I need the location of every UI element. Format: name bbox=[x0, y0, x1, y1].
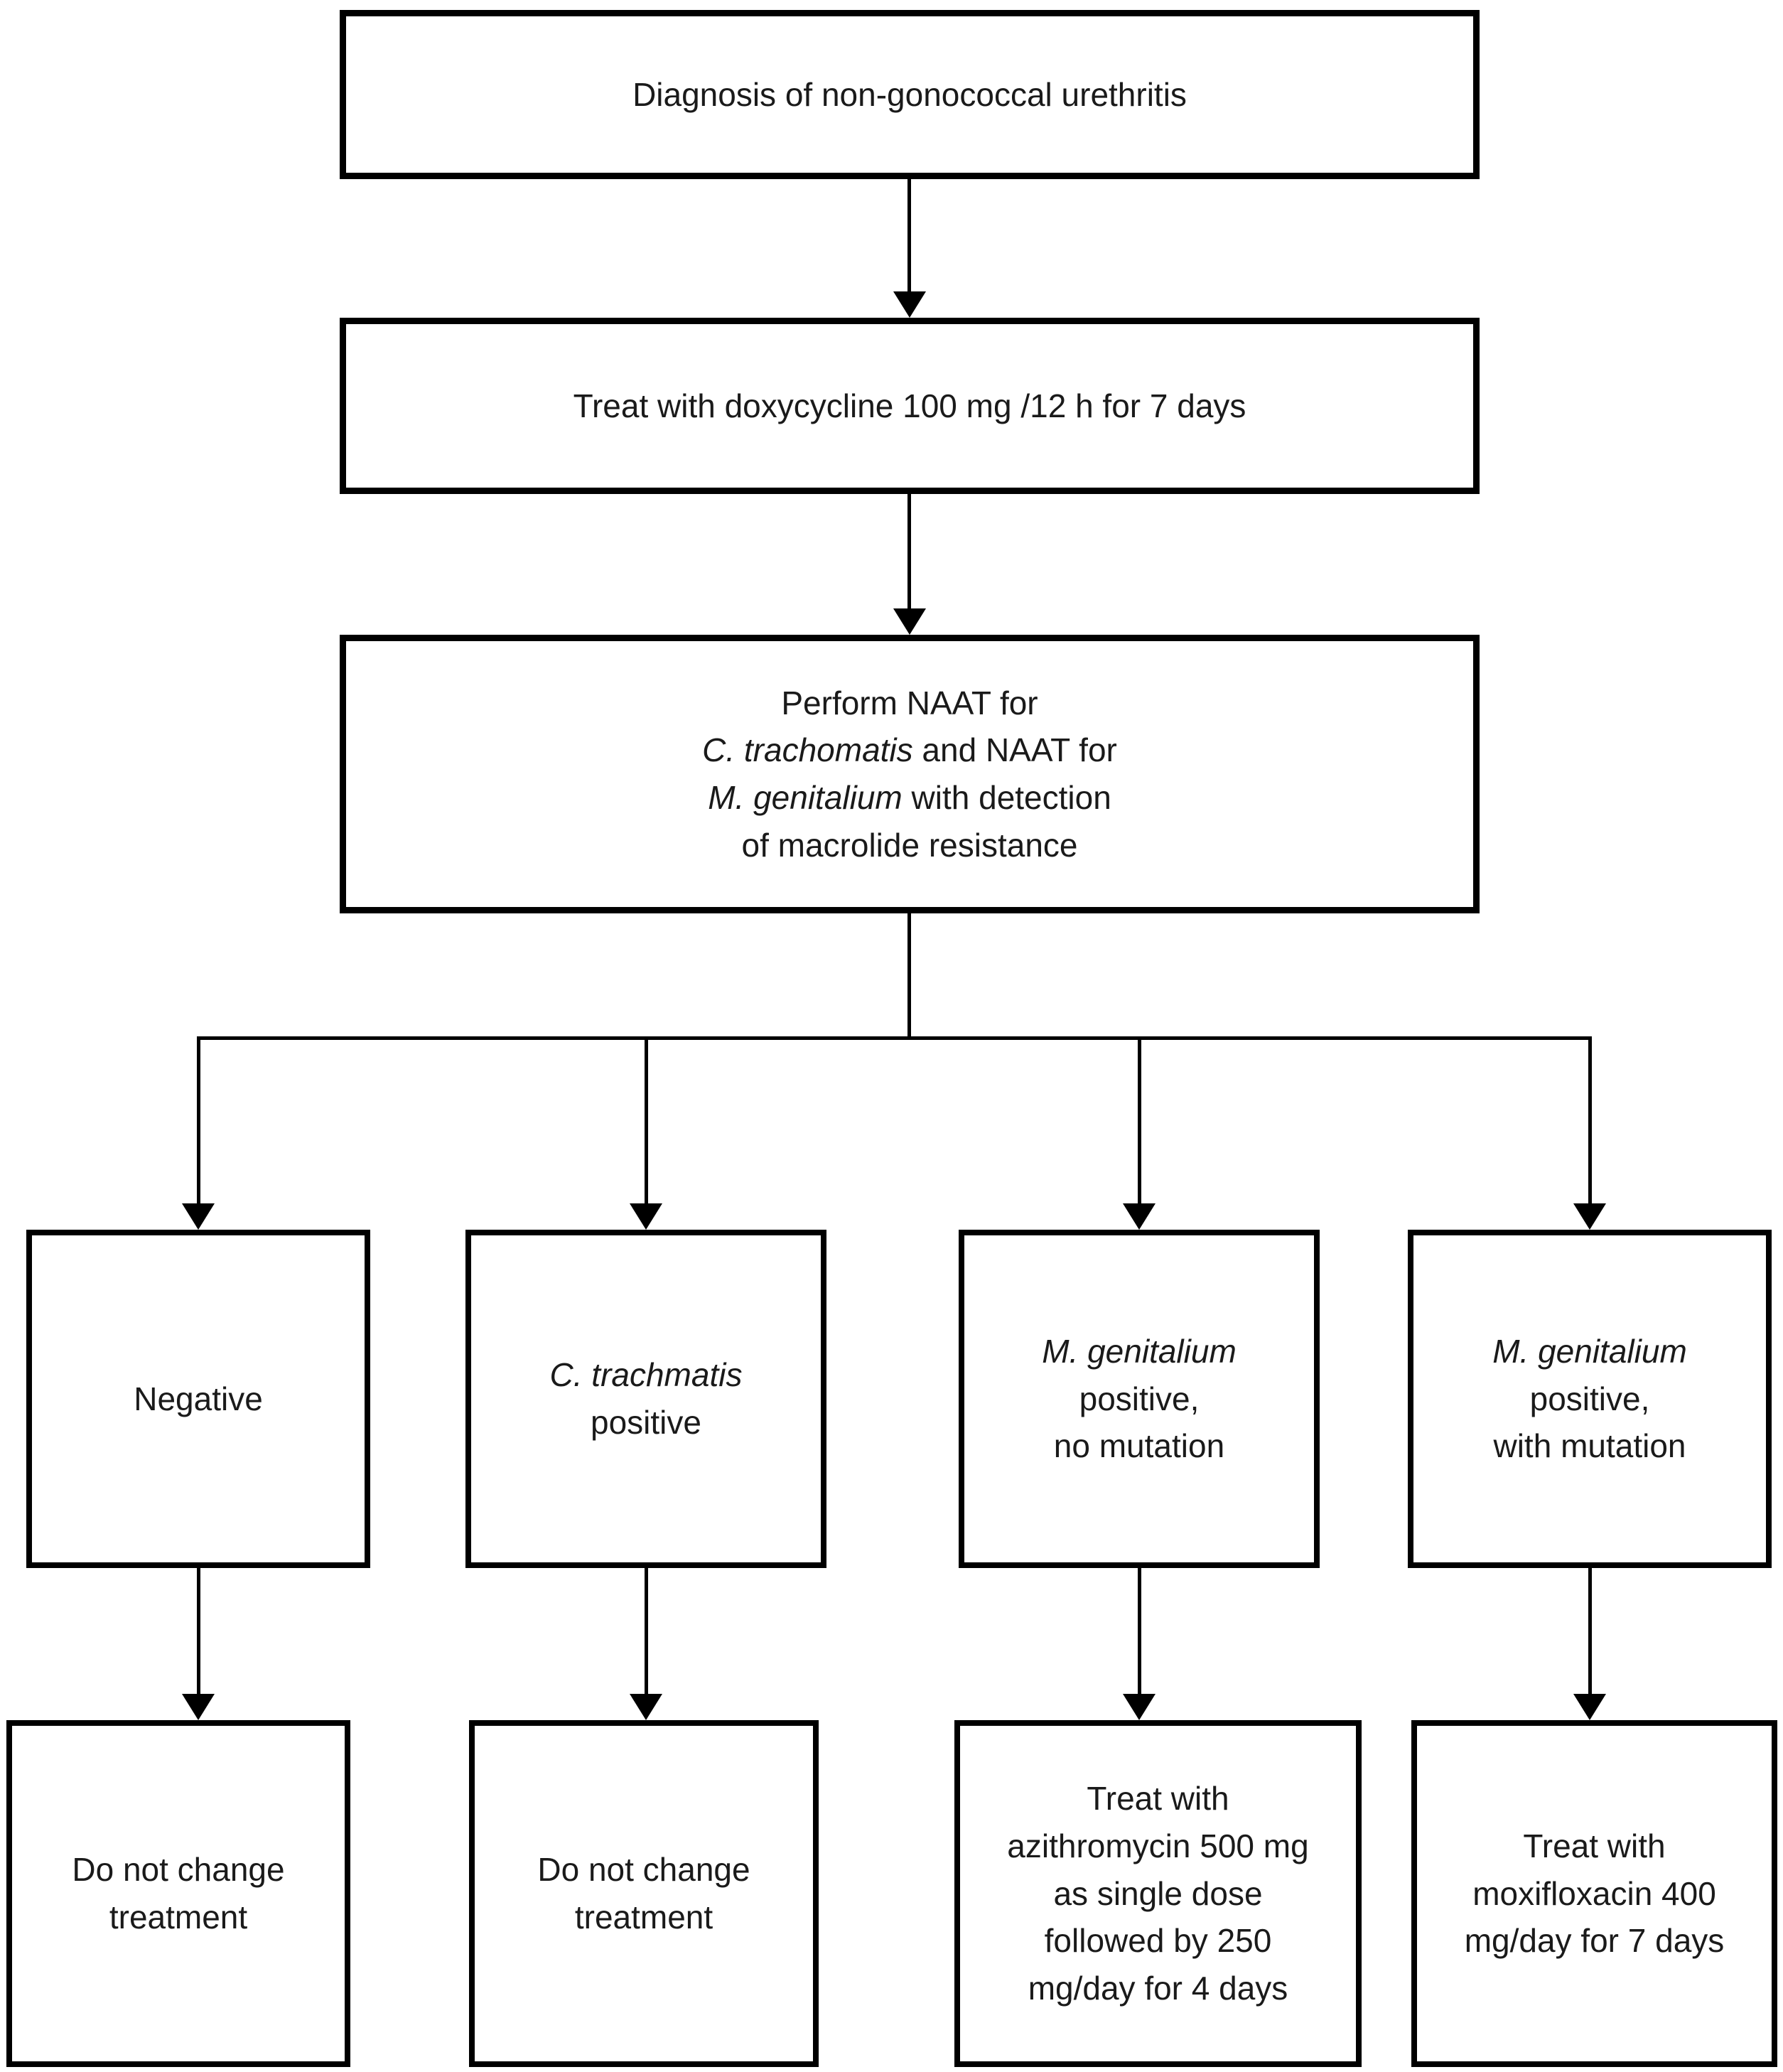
arrow-branch-ct-head bbox=[630, 1203, 662, 1230]
arrow-negative-to-treatment-head bbox=[182, 1694, 215, 1720]
branch-stem-line bbox=[907, 913, 911, 1040]
node-azithromycin-label: Treat with azithromycin 500 mg as single dose followed by 250 mg/day for 4 days bbox=[1007, 1780, 1309, 2007]
mg-nomut-line-2: positive, bbox=[1079, 1380, 1200, 1417]
arrow-negative-to-treatment-line bbox=[197, 1568, 200, 1696]
node-ct-positive-result bbox=[465, 1230, 826, 1568]
arrow-branch-negative-line bbox=[197, 1036, 200, 1206]
arrow-branch-negative-head bbox=[182, 1203, 215, 1230]
arrow-mg-mut-to-treatment-line bbox=[1588, 1568, 1592, 1696]
node-perform-naat-label bbox=[702, 680, 1117, 869]
arrow-branch-mg-nomut-head bbox=[1123, 1203, 1156, 1230]
node-mg-positive-with-mutation-result bbox=[1408, 1230, 1772, 1568]
naat-line-3-text: with detection bbox=[902, 779, 1111, 816]
naat-ct-name: C. trachomatis bbox=[702, 731, 913, 769]
mg-mut-organism: M. genitalium bbox=[1492, 1332, 1687, 1370]
arrow-doxycycline-to-naat-head bbox=[893, 608, 926, 635]
mg-nomut-organism: M. genitalium bbox=[1042, 1332, 1237, 1370]
arrow-mg-nomut-to-treatment-head bbox=[1123, 1694, 1156, 1720]
naat-line-4-text: of macrolide resistance bbox=[741, 826, 1078, 864]
node-diagnosis-label: Diagnosis of non-gonococcal urethritis bbox=[632, 75, 1187, 113]
node-do-not-change-2 bbox=[469, 1720, 819, 2067]
naat-line-2-text: and NAAT for bbox=[912, 731, 1117, 769]
arrow-mg-nomut-to-treatment-line bbox=[1138, 1568, 1141, 1696]
node-doxycycline-treatment bbox=[340, 318, 1480, 494]
node-do-not-change-2-label: Do not change treatment bbox=[537, 1851, 750, 1936]
mg-mut-line-2: positive, bbox=[1529, 1380, 1650, 1417]
arrow-branch-mg-mut-line bbox=[1588, 1036, 1592, 1206]
node-diagnosis bbox=[340, 10, 1480, 179]
arrow-diagnosis-to-doxycycline-line bbox=[907, 179, 911, 294]
naat-line-1-text: Perform NAAT for bbox=[781, 684, 1038, 721]
mg-mut-line-3: with mutation bbox=[1493, 1427, 1686, 1465]
node-perform-naat bbox=[340, 635, 1480, 913]
arrow-ct-to-treatment-line bbox=[645, 1568, 648, 1696]
node-azithromycin-treatment bbox=[954, 1720, 1362, 2067]
arrow-ct-to-treatment-head bbox=[630, 1694, 662, 1720]
node-doxycycline-label: Treat with doxycycline 100 mg /12 h for 7 days bbox=[573, 387, 1246, 424]
arrow-branch-mg-nomut-line bbox=[1138, 1036, 1141, 1206]
node-negative-label: Negative bbox=[134, 1380, 263, 1417]
arrow-doxycycline-to-naat-line bbox=[907, 494, 911, 611]
naat-line-2 bbox=[702, 726, 1117, 774]
naat-line-3 bbox=[702, 774, 1117, 822]
ct-positive-line-2: positive bbox=[591, 1404, 701, 1441]
node-do-not-change-1 bbox=[6, 1720, 350, 2067]
arrow-branch-mg-mut-head bbox=[1573, 1203, 1606, 1230]
node-negative-result bbox=[26, 1230, 370, 1568]
node-do-not-change-1-label: Do not change treatment bbox=[72, 1851, 285, 1936]
naat-mg-name: M. genitalium bbox=[708, 779, 903, 816]
arrow-branch-ct-line bbox=[645, 1036, 648, 1206]
node-moxifloxacin-label: Treat with moxifloxacin 400 mg/day for 7 days bbox=[1464, 1827, 1725, 1960]
branch-horizontal-line bbox=[197, 1036, 1592, 1040]
node-mg-positive-no-mutation-label bbox=[1042, 1328, 1237, 1470]
arrow-diagnosis-to-doxycycline-head bbox=[893, 291, 926, 318]
node-mg-positive-no-mutation-result bbox=[959, 1230, 1320, 1568]
naat-line-4 bbox=[702, 822, 1117, 869]
naat-line-1 bbox=[702, 680, 1117, 727]
arrow-mg-mut-to-treatment-head bbox=[1573, 1694, 1606, 1720]
node-moxifloxacin-treatment bbox=[1411, 1720, 1777, 2067]
mg-nomut-line-3: no mutation bbox=[1053, 1427, 1225, 1465]
node-ct-positive-label bbox=[550, 1351, 743, 1446]
ct-positive-organism: C. trachmatis bbox=[549, 1356, 743, 1394]
node-mg-positive-with-mutation-label bbox=[1492, 1328, 1687, 1470]
